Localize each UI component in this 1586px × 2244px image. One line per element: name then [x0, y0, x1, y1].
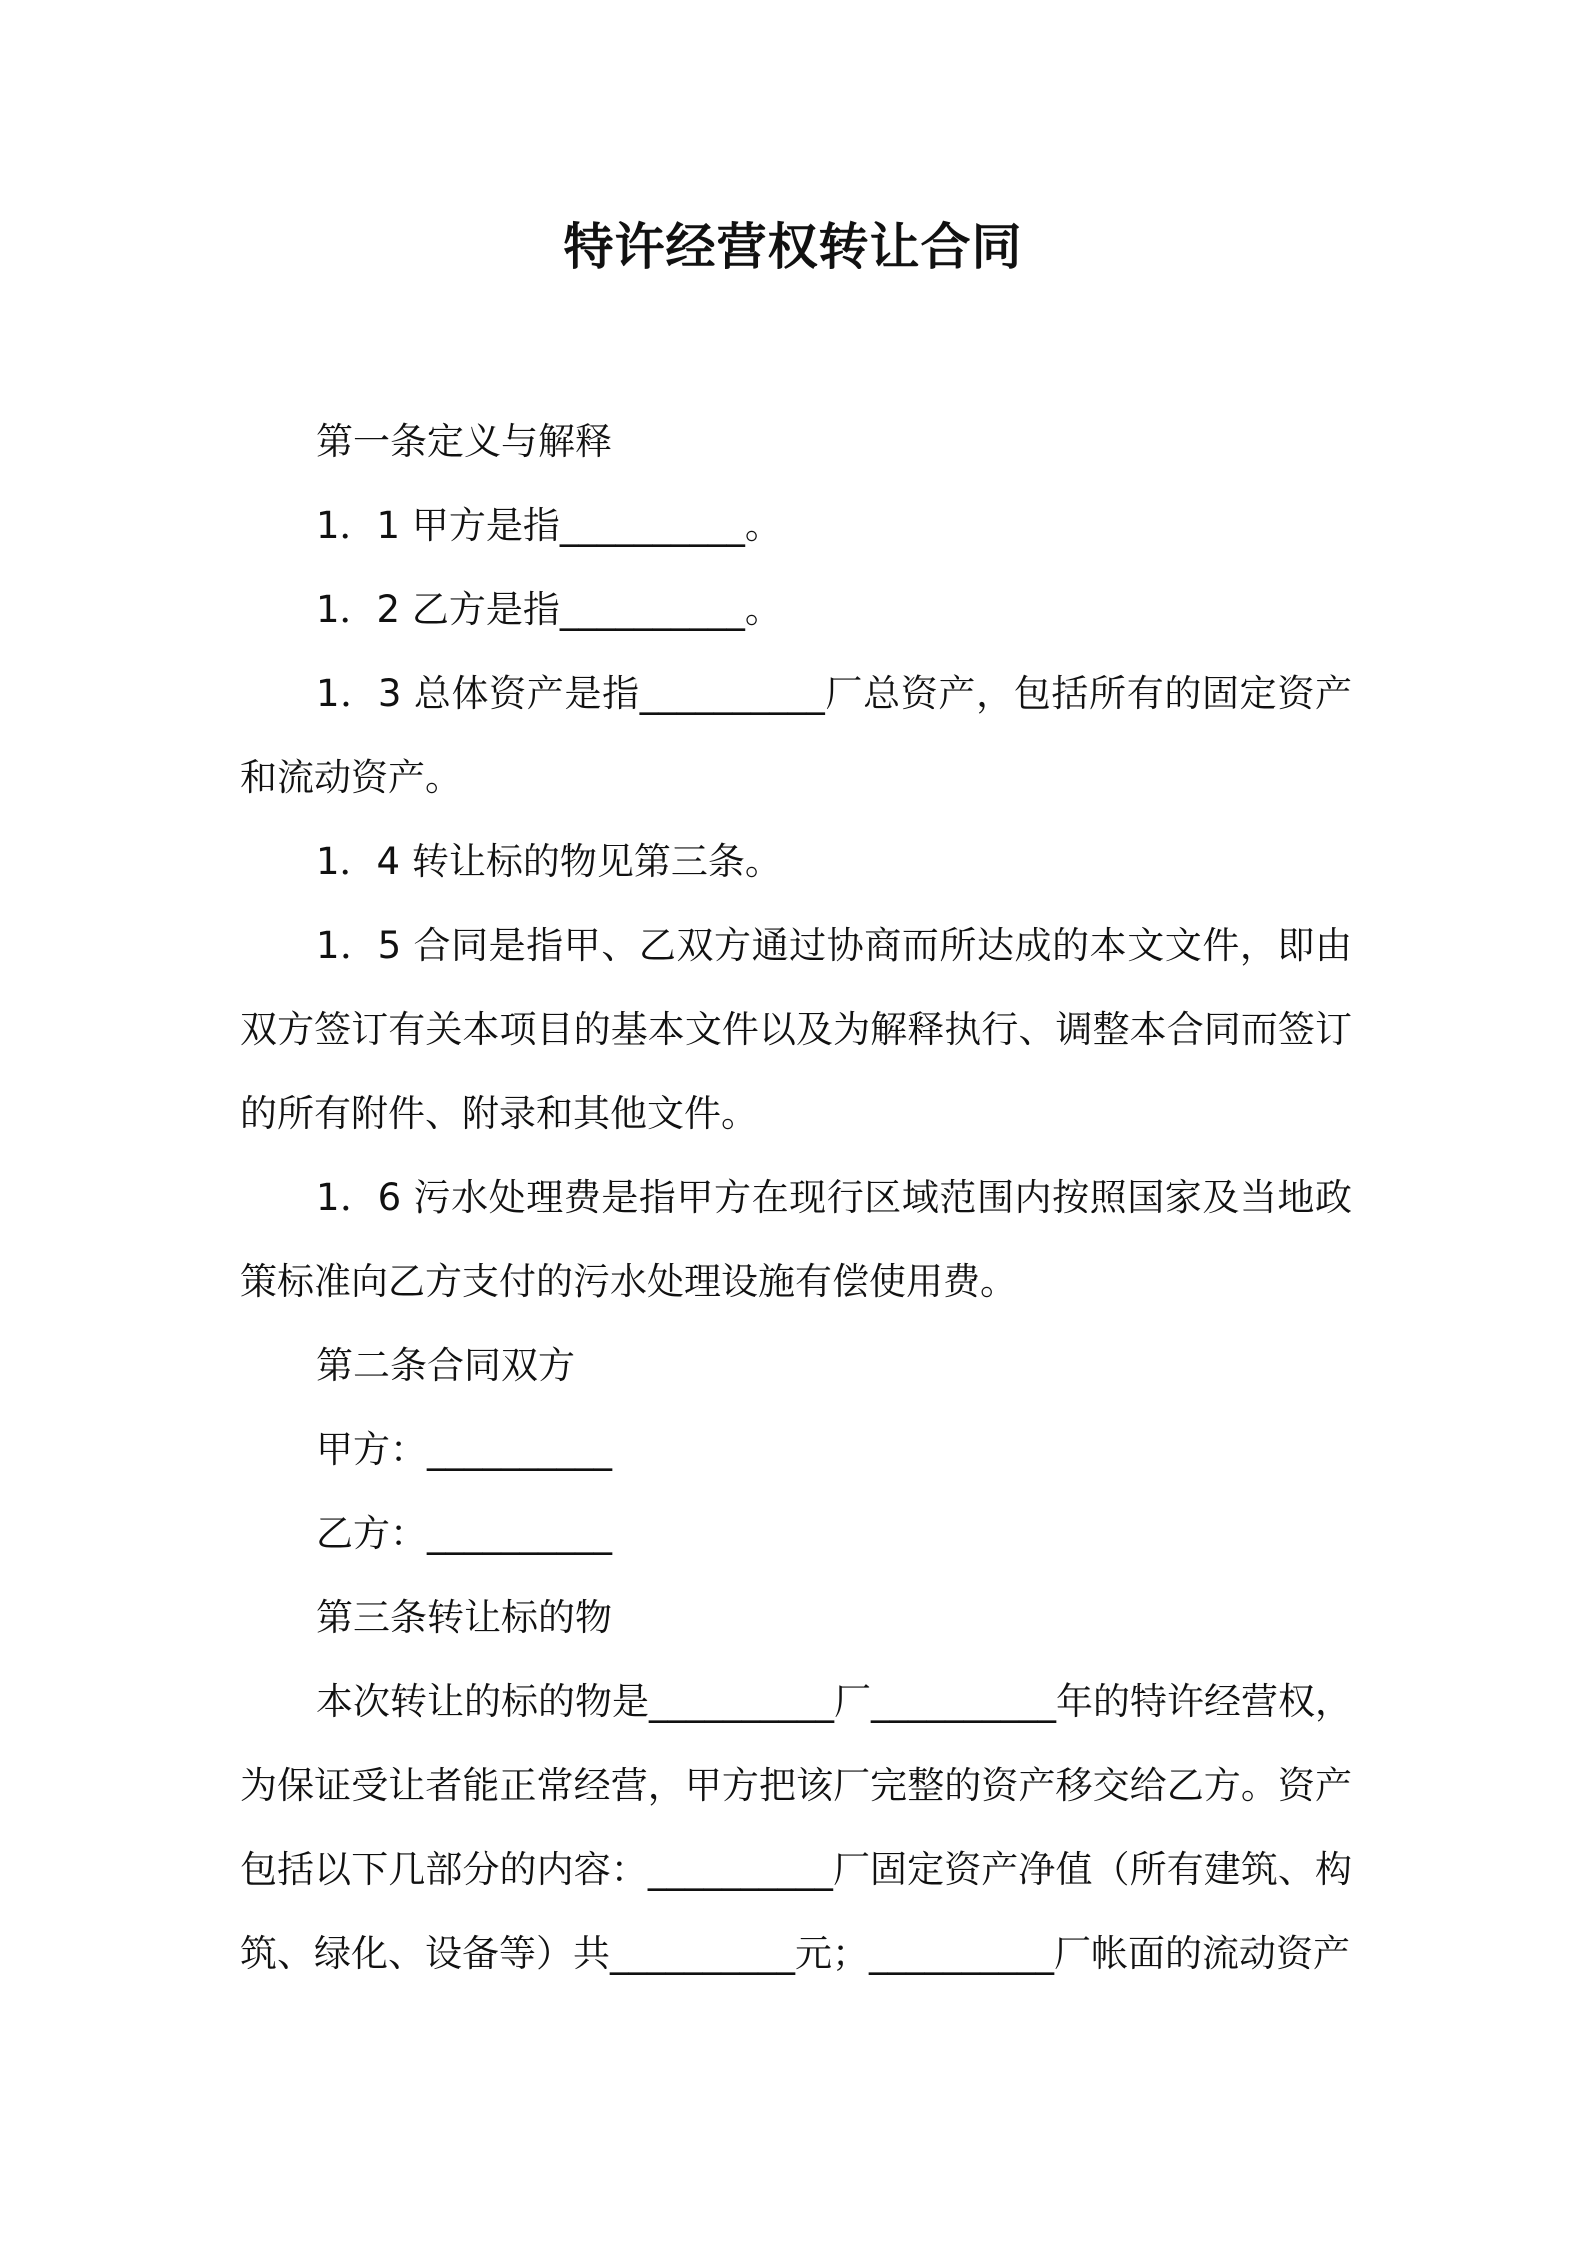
section-heading-1: 第一条定义与解释	[316, 420, 612, 463]
section-heading-3: 第三条转让标的物	[316, 1596, 612, 1639]
clause-1-4: 1．4 转让标的物见第三条。	[316, 840, 782, 883]
party-b-line: 乙方：__________	[316, 1512, 612, 1555]
clause-1-5: 1．5 合同是指甲、乙双方通过协商而所达成的本文文件，即由双方签订有关本项目的基本文件以及为解释执行、调整本合同而签订的所有附件、附录和其他文件。	[240, 924, 1352, 1135]
party-a-line: 甲方：__________	[316, 1428, 612, 1471]
document-title: 特许经营权转让合同	[563, 218, 1023, 276]
clause-1-2: 1．2 乙方是指__________。	[316, 588, 782, 631]
document-body	[240, 400, 1352, 1996]
section-heading-2: 第二条合同双方	[316, 1344, 575, 1387]
clause-1-3: 1．3 总体资产是指__________厂总资产，包括所有的固定资产和流动资产。	[240, 672, 1352, 799]
clause-1-6: 1．6 污水处理费是指甲方在现行区域范围内按照国家及当地政策标准向乙方支付的污水处理设施有偿使用费。	[240, 1176, 1352, 1303]
clause-1-1: 1．1 甲方是指__________。	[316, 504, 782, 547]
clause-3-body: 本次转让的标的物是__________厂__________年的特许经营权，为保证受让者能正常经营，甲方把该厂完整的资产移交给乙方。资产包括以下几部分的内容：__________厂固定资产净值（所有建筑、构筑、绿化、设备等）共__________元；__________厂帐面的流动资产	[240, 1680, 1352, 1975]
